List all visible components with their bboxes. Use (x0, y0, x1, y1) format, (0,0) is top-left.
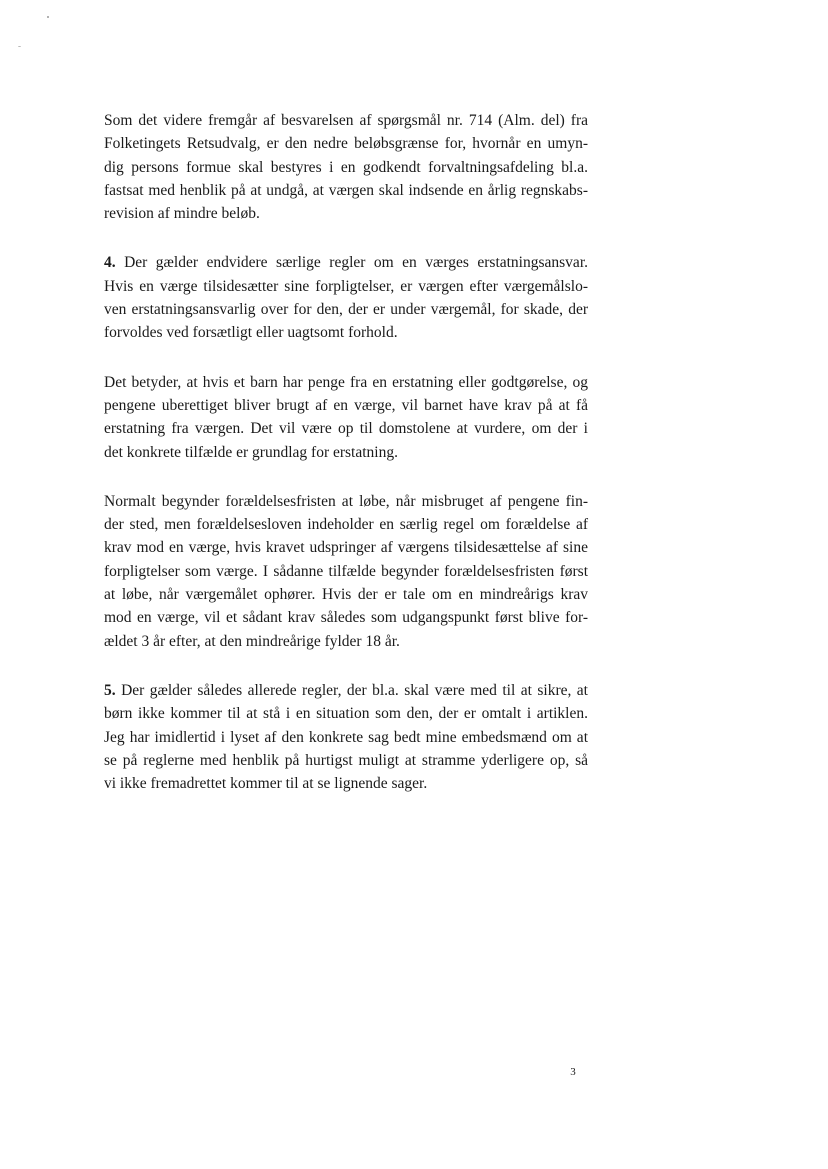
section-number: 5. (104, 681, 116, 699)
text-line: Jeg har imidlertid i lyset af den konkrete sag bedt mine embedsmænd om at (104, 728, 588, 746)
text-line: børn ikke kommer til at stå i en situation som den, der er omtalt i artiklen. (104, 705, 588, 723)
text-line: Normalt begynder forældelsesfristen at løbe, når misbruget af pengene fin- (104, 492, 588, 510)
scan-speck (47, 16, 49, 18)
text-line-content: Der gælder således allerede regler, der bl.a. skal være med til at sikre, at (115, 681, 588, 699)
text-line: krav mod en værge, hvis kravet udspringer af værgens tilsidesættelse af sine (104, 539, 588, 557)
text-line: Hvis en værge tilsidesætter sine forpligtelser, er værgen efter værgemålslo- (104, 277, 588, 295)
text-line (104, 251, 588, 274)
section-number: 4. (104, 254, 116, 272)
text-line: forpligtelser som værge. I sådanne tilfælde begynder forældelsesfristen først (104, 562, 588, 580)
text-line: revision af mindre beløb. (104, 205, 260, 223)
text-line: erstatning fra værgen. Det vil være op til domstolene at vurdere, om der i (104, 420, 588, 438)
text-line: Som det videre fremgår af besvarelsen af spørgsmål nr. 714 (Alm. del) fra (104, 112, 588, 129)
text-line: det konkrete tilfælde er grundlag for erstatning. (104, 443, 398, 461)
text-line: forvoldes ved forsætligt eller uagtsomt forhold. (104, 324, 398, 342)
paragraph-5-regler (104, 679, 588, 795)
text-line: mod en værge, vil et sådant krav således som udgangspunkt først blive for- (104, 609, 588, 627)
text-line: Det betyder, at hvis et barn har penge fra en erstatning eller godtgørelse, og (104, 373, 588, 391)
paragraph-4-erstatningsansvar (104, 251, 588, 344)
text-line: der sted, men forældelsesloven indeholder en særlig regel om forældelse af (104, 516, 588, 534)
text-line: se på reglerne med henblik på hurtigst muligt at stramme yderligere op, så (104, 751, 588, 769)
page-number: 3 (570, 1066, 576, 1078)
text-line: dig persons formue skal bestyres i en godkendt forvaltningsafdeling bl.a. (104, 158, 588, 176)
scan-speck (18, 46, 21, 47)
text-line: at løbe, når værgemålet ophører. Hvis der er tale om en mindreårigs krav (104, 586, 588, 604)
text-line: vi ikke fremadrettet kommer til at se lignende sager. (104, 775, 428, 793)
text-line: Folketingets Retsudvalg, er den nedre beløbsgrænse for, hvornår en umyn- (104, 135, 588, 153)
text-line: fastsat med henblik på at undgå, at værgen skal indsende en årlig regnskabs- (104, 181, 588, 199)
paragraph-foraeldelse (104, 490, 588, 653)
text-line: ven erstatningsansvarlig over for den, der er under værgemål, for skade, der (104, 301, 588, 319)
body-text (104, 109, 588, 821)
text-line-content: Der gælder endvidere særlige regler om en værges erstatningsansvar. (115, 254, 588, 272)
text-line: ældet 3 år efter, at den mindreårige fylder 18 år. (104, 632, 400, 650)
paragraph-formue-graense (104, 109, 588, 225)
paragraph-barn-erstatning (104, 371, 588, 464)
text-line (104, 679, 588, 702)
text-line: pengene uberettiget bliver brugt af en værge, vil barnet have krav på at få (104, 396, 588, 414)
